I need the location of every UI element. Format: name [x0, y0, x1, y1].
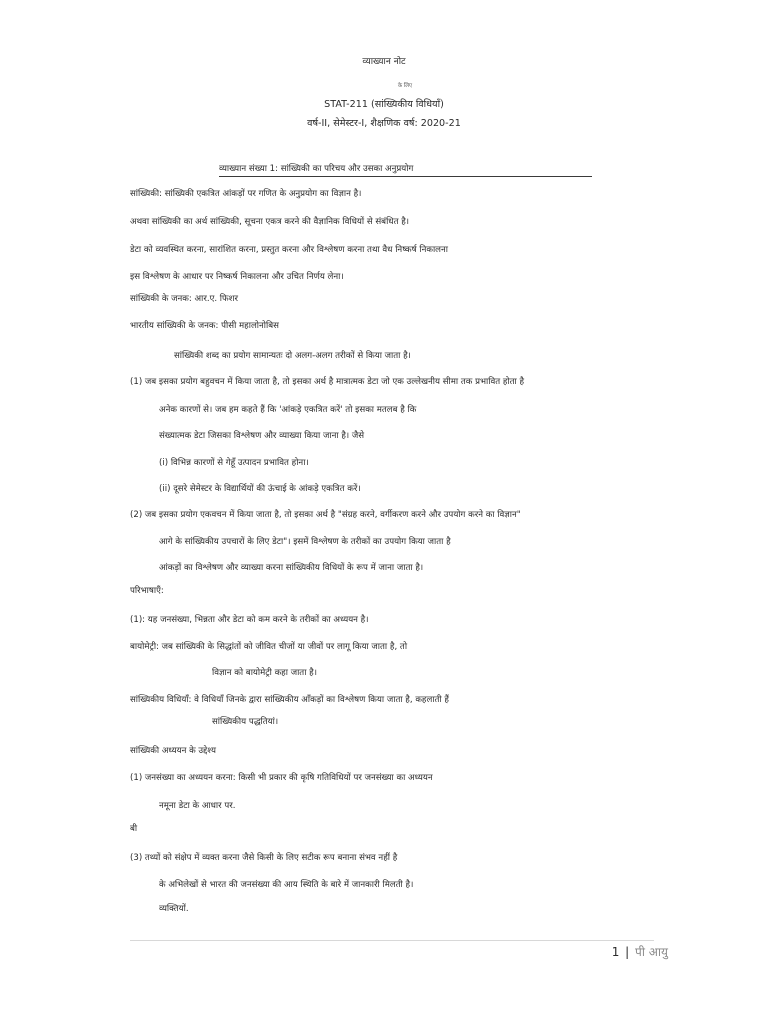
- section-heading: परिभाषाएँ:: [130, 586, 164, 596]
- paragraph-line: सांख्यिकी शब्द का प्रयोग सामान्यतः दो अलग-अलग तरीकों से किया जाता है।: [174, 351, 411, 361]
- course-title: STAT-211 (सांख्यिकीय विधियाँ): [324, 99, 444, 110]
- paragraph-line: सांख्यिकीय पद्धतियां।: [212, 717, 279, 727]
- footer-separator: |: [625, 945, 630, 959]
- paragraph-line: नमूना डेटा के आधार पर.: [159, 801, 236, 811]
- paragraph-line: (1): यह जनसंख्या, भिन्नता और डेटा को कम करने के तरीकों का अध्ययन है।: [130, 615, 369, 625]
- document-subtitle: के लिए: [397, 83, 413, 89]
- paragraph-line: (1) जनसंख्या का अध्ययन करना: किसी भी प्रकार की कृषि गतिविधियों पर जनसंख्या का अध्ययन: [130, 773, 433, 783]
- list-item: (i) विभिन्न कारणों से गेहूँ उत्पादन प्रभावित होना।: [159, 458, 309, 468]
- page-footer: [612, 945, 668, 959]
- list-item: (ii) दूसरे सेमेस्टर के विद्यार्थियों की ऊंचाई के आंकड़े एकत्रित करें।: [159, 484, 361, 494]
- paragraph-line: भारतीय सांख्यिकी के जनक: पीसी महालोनोबिस: [130, 321, 279, 331]
- page-number: 1: [611, 945, 620, 959]
- paragraph-line: संख्यात्मक डेटा जिसका विश्लेषण और व्याख्या किया जाना है। जैसे: [159, 431, 365, 441]
- academic-year: वर्ष-II, सेमेस्टर-I, शैक्षणिक वर्ष: 2020-21: [307, 118, 461, 129]
- paragraph-line: आगे के सांख्यिकीय उपचारों के लिए डेटा"। इसमें विश्लेषण के तरीकों का उपयोग किया जाता है: [159, 537, 451, 547]
- paragraph-line: व्यक्तियों.: [159, 904, 189, 914]
- paragraph-line: अनेक कारणों से। जब हम कहते हैं कि 'आंकड़े एकत्रित करें' तो इसका मतलब है कि: [159, 405, 417, 415]
- section-heading: सांख्यिकी अध्ययन के उद्देश्य: [130, 746, 216, 756]
- paragraph-line: (3) तथ्यों को संक्षेप में व्यक्त करना जैसे किसी के लिए सटीक रूप बनाना संभव नहीं है: [130, 853, 398, 863]
- lecture-heading: व्याख्यान संख्या 1: सांख्यिकी का परिचय और उसका अनुप्रयोग: [219, 163, 592, 177]
- paragraph-line: इस विश्लेषण के आधार पर निष्कर्ष निकालना और उचित निर्णय लेना।: [130, 272, 344, 282]
- document-title: व्याख्यान नोट: [362, 57, 406, 67]
- paragraph-line: सांख्यिकी: सांख्यिकी एकत्रित आंकड़ों पर गणित के अनुप्रयोग का विज्ञान है।: [130, 189, 362, 199]
- paragraph-line: अथवा सांख्यिकी का अर्थ सांख्यिकी, सूचना एकत्र करने की वैज्ञानिक विधियों से संबंधित है।: [130, 217, 410, 227]
- paragraph-line: विज्ञान को बायोमेट्री कहा जाता है।: [212, 668, 317, 678]
- paragraph-line: सांख्यिकी के जनक: आर.ए. फिशर: [130, 294, 238, 304]
- paragraph-line: बायोमेट्री: जब सांख्यिकी के सिद्धांतों को जीवित चीजों या जीवों पर लागू किया जाता है, तो: [130, 642, 408, 652]
- footer-author: पी आयु: [635, 945, 668, 959]
- paragraph-line: (1) जब इसका प्रयोग बहुवचन में किया जाता है, तो इसका अर्थ है मात्रात्मक डेटा जो एक उल्लेखनीय सीमा तक प्रभावित होता है: [130, 377, 525, 387]
- footer-divider: [130, 940, 654, 941]
- paragraph-line: डेटा को व्यवस्थित करना, सारांशित करना, प्रस्तुत करना और विश्लेषण करना तथा वैध निष्कर्ष निकालना: [130, 245, 448, 255]
- paragraph-line: सांख्यिकीय विधियाँ: वे विधियाँ जिनके द्वारा सांख्यिकीय आँकड़ों का विश्लेषण किया जाता है, कहलाती हैं: [130, 695, 449, 705]
- paragraph-line: बी: [130, 824, 138, 834]
- paragraph-line: आंकड़ों का विश्लेषण और व्याख्या करना सांख्यिकीय विधियों के रूप में जाना जाता है।: [159, 563, 424, 573]
- paragraph-line: (2) जब इसका प्रयोग एकवचन में किया जाता है, तो इसका अर्थ है "संग्रह करने, वर्गीकरण करने और उपयोग करने का विज्ञान": [130, 510, 521, 520]
- paragraph-line: के अभिलेखों से भारत की जनसंख्या की आय स्थिति के बारे में जानकारी मिलती है।: [159, 880, 414, 890]
